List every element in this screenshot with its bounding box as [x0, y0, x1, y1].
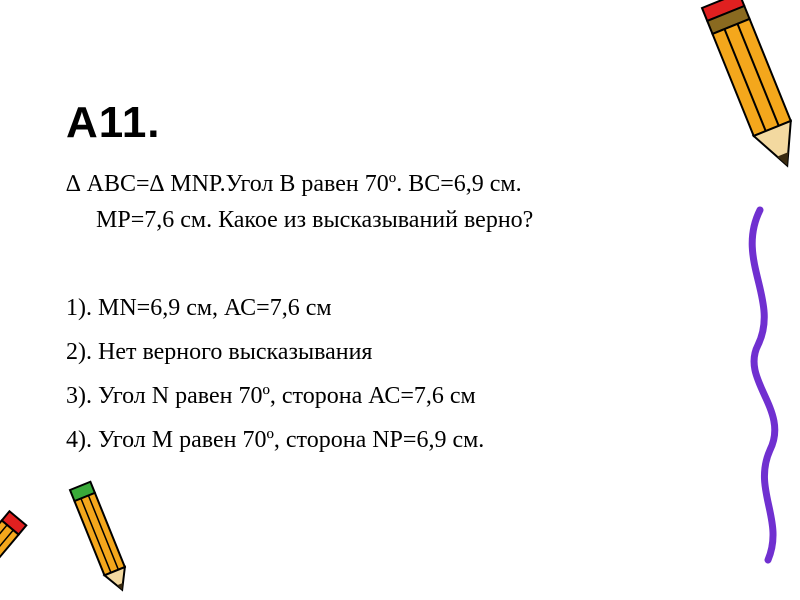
answer-option-2: 2). Нет верного высказывания [66, 339, 373, 365]
question-line-2: MP=7,6 см. Какое из высказываний верно? [96, 207, 534, 233]
pencil-body [712, 19, 790, 136]
answer-option-1: 1). MN=6,9 см, АС=7,6 см [66, 295, 332, 321]
answer-option-3: 3). Угол N равен 70º, сторона АС=7,6 см [66, 383, 476, 409]
answer-option-4: 4). Угол М равен 70º, сторона NP=6,9 см. [66, 427, 485, 453]
slide-title: А11. [66, 98, 161, 147]
question-line-1: ∆ АВС=∆ MNP.Угол В равен 70º. ВС=6,9 см. [66, 171, 522, 197]
crossed-pencils-illustration [0, 480, 140, 600]
pencil-swirl-illustration [640, 0, 800, 600]
swirl-line [752, 210, 775, 560]
